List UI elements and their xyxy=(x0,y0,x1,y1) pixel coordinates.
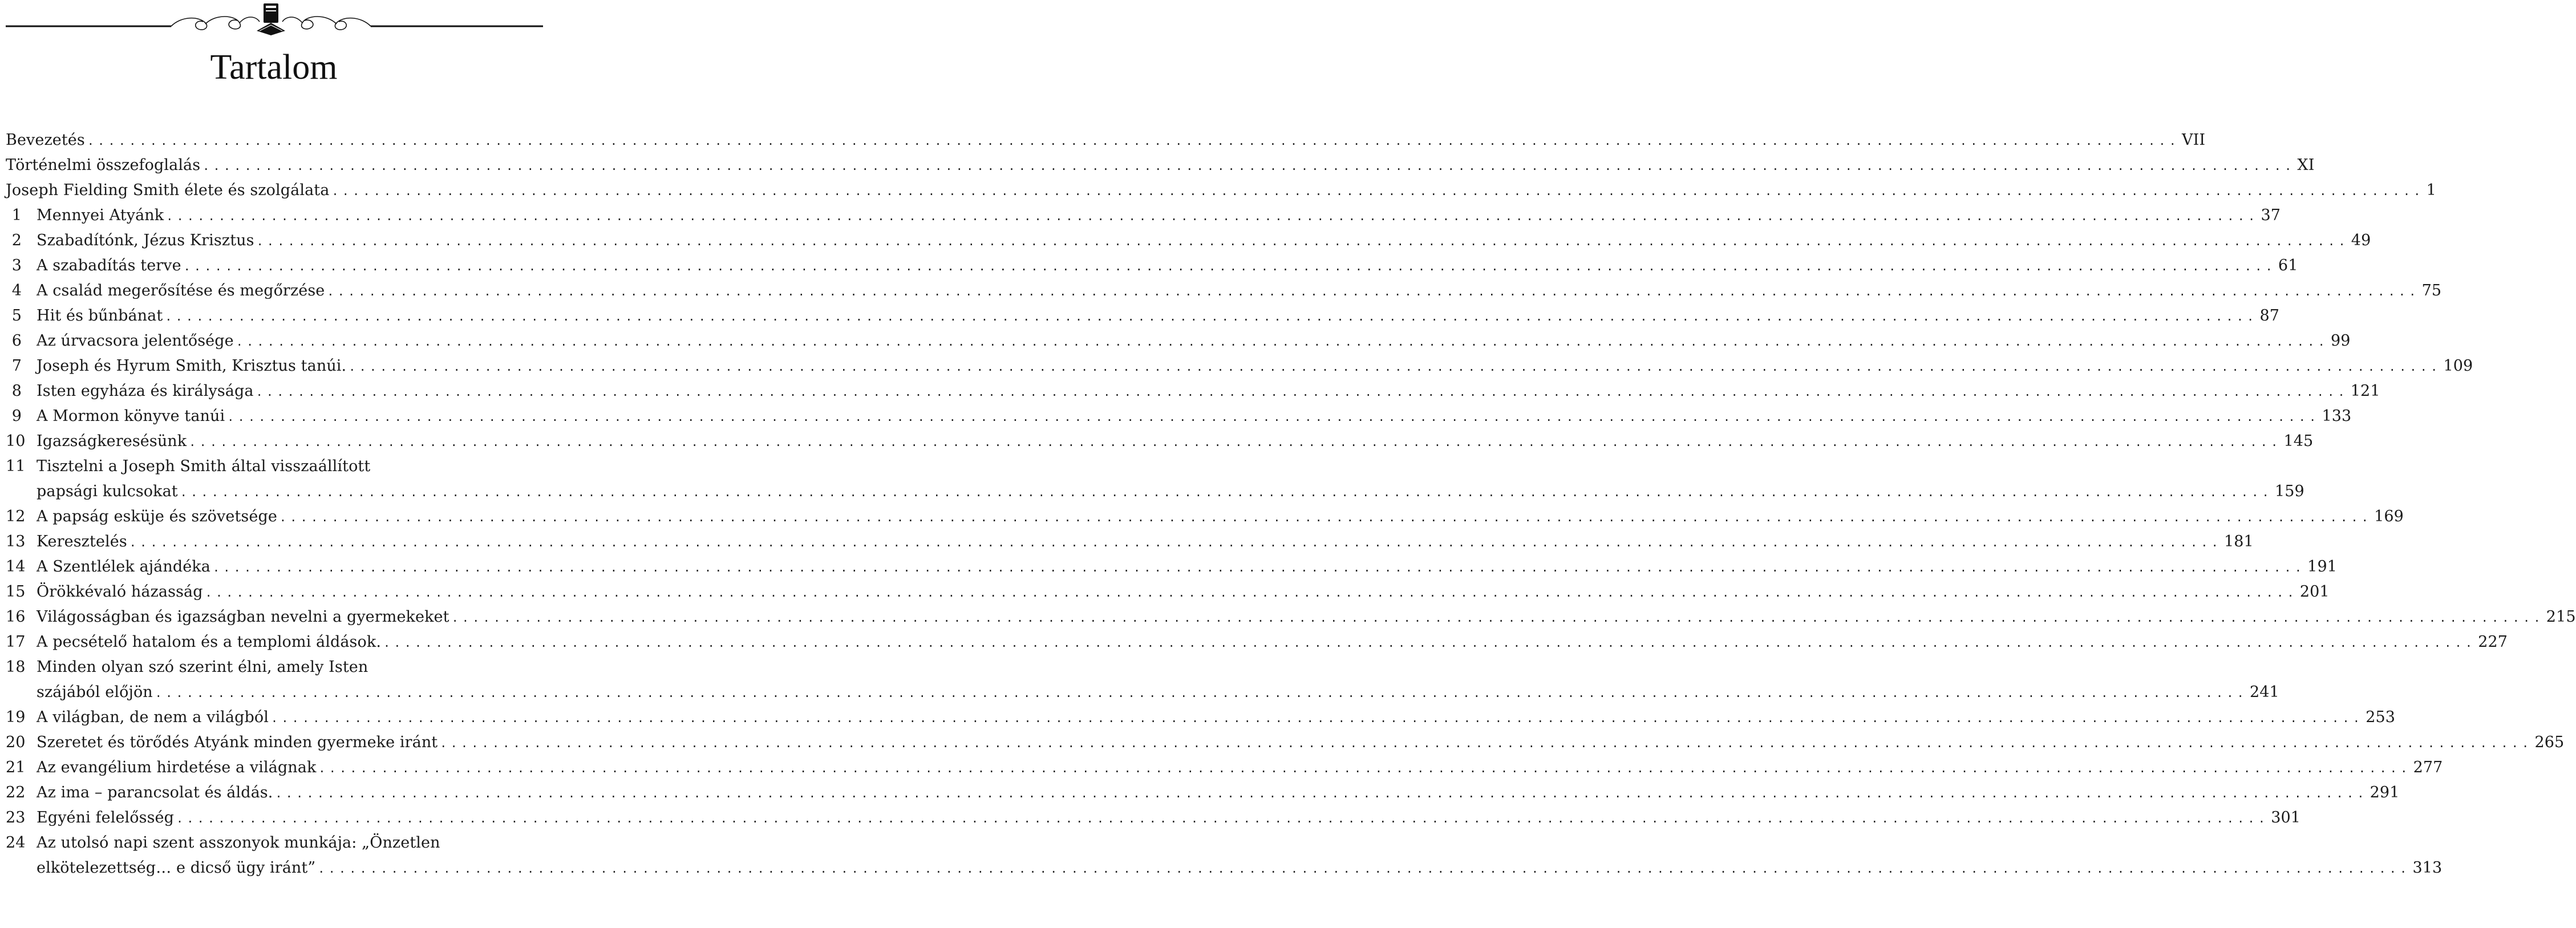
toc-entry-page: 253 xyxy=(2366,708,2396,726)
dot-leader: ........................................................................................................................................................................................................ xyxy=(155,686,2247,700)
dot-leader: ........................................................................................................................................................................................................ xyxy=(275,787,2368,800)
toc-entry-number: 2 xyxy=(11,232,22,249)
toc-entry-page: 301 xyxy=(2271,809,2301,826)
dot-leader: ........................................................................................................................................................................................................ xyxy=(349,360,2441,374)
dot-leader: ........................................................................................................................................................................................................ xyxy=(189,435,2282,449)
toc-entry-number: 23 xyxy=(6,809,26,826)
toc-entry xyxy=(6,124,2206,151)
toc-entry xyxy=(6,526,2254,552)
toc-entry-title: Az úrvacsora jelentősége xyxy=(37,332,234,350)
dot-leader: ........................................................................................................................................................................................................ xyxy=(236,335,2328,348)
toc-entry-number: 9 xyxy=(11,407,22,425)
toc-entry-page: 1 xyxy=(2426,181,2436,199)
toc-entry xyxy=(6,350,2473,376)
dot-leader: ........................................................................................................................................................................................................ xyxy=(183,260,2276,273)
toc-entry-page: 181 xyxy=(2224,533,2254,550)
toc-entry-title: Keresztelés xyxy=(37,533,127,550)
dot-leader: ........................................................................................................................................................................................................ xyxy=(202,159,2295,173)
dot-leader: ........................................................................................................................................................................................................ xyxy=(451,611,2544,625)
toc-entry-number: 11 xyxy=(6,457,26,475)
toc-entry-number: 15 xyxy=(6,583,26,601)
dot-leader: ........................................................................................................................................................................................................ xyxy=(331,184,2424,198)
toc-entry-title: A papság esküje és szövetsége xyxy=(37,508,277,525)
dot-leader: ........................................................................................................................................................................................................ xyxy=(318,761,2411,775)
toc-entry-title: Szeretet és törődés Atyánk minden gyermeke iránt xyxy=(37,734,438,751)
toc-entry-page: 227 xyxy=(2478,633,2508,651)
dot-leader: ........................................................................................................................................................................................................ xyxy=(165,310,2258,323)
toc-entry-number: 7 xyxy=(11,357,22,375)
dot-leader: ........................................................................................................................................................................................................ xyxy=(212,561,2306,574)
toc-entry-page: 145 xyxy=(2283,432,2314,450)
toc-entry-title: Joseph és Hyrum Smith, Krisztus tanúi. xyxy=(37,357,347,375)
dot-leader: ........................................................................................................................................................................................................ xyxy=(166,209,2259,223)
toc-entry-title: Joseph Fielding Smith élete és szolgálata xyxy=(6,181,330,199)
toc-entry-number: 22 xyxy=(6,784,26,801)
toc-entry xyxy=(6,651,528,678)
toc-entry-number: 14 xyxy=(6,558,26,576)
toc-entry-title: Igazságkeresésünk xyxy=(37,432,187,450)
dot-leader: ........................................................................................................................................................................................................ xyxy=(176,812,2269,825)
toc-entry-title: Az ima – parancsolat és áldás. xyxy=(37,784,273,801)
toc-entry-title: A szabadítás terve xyxy=(37,257,181,274)
toc-entry-title: A család megerősítése és megőrzése xyxy=(37,282,325,299)
toc-entry-number: 18 xyxy=(6,658,26,676)
dot-leader: ........................................................................................................................................................................................................ xyxy=(318,862,2411,876)
toc-entry-number: 10 xyxy=(6,432,26,450)
toc-entry-title: Mennyei Atyánk xyxy=(37,206,164,224)
toc-entry xyxy=(6,752,2443,778)
toc-entry-title: Örökkévaló házasság xyxy=(37,583,203,601)
toc-entry-title: Minden olyan szó szerint élni, amely Isten xyxy=(37,658,368,676)
toc-entry xyxy=(6,250,2298,276)
toc-entry-title: Bevezetés xyxy=(6,131,85,149)
toc-entry-page: 201 xyxy=(2299,583,2330,601)
toc-entry-title: Tisztelni a Joseph Smith által visszaállított xyxy=(37,457,371,475)
dot-leader: ........................................................................................................................................................................................................ xyxy=(327,285,2420,298)
dot-leader: ........................................................................................................................................................................................................ xyxy=(440,736,2533,750)
toc-entry-title: Az utolsó napi szent asszonyok munkája: „Önzetlen xyxy=(37,834,440,852)
toc-entry-page: 109 xyxy=(2443,357,2473,375)
toc-entry-page: 49 xyxy=(2351,232,2371,249)
toc-entry-number: 4 xyxy=(11,282,22,299)
toc-entry-page: 99 xyxy=(2330,332,2351,350)
toc-entry-number: 21 xyxy=(6,759,26,776)
toc-entry-title-line2: papsági kulcsokat xyxy=(37,483,178,500)
toc-entry-title: Egyéni felelősség xyxy=(37,809,174,826)
header-ornament xyxy=(0,0,548,40)
toc-entry xyxy=(6,777,2400,803)
toc-entry xyxy=(6,400,2352,427)
toc-entry-title: Az evangélium hirdetése a világnak xyxy=(37,759,317,776)
toc-entry xyxy=(6,275,2442,301)
toc-entry-page: 133 xyxy=(2322,407,2352,425)
toc-entry-number: 13 xyxy=(6,533,26,550)
toc-entry xyxy=(6,325,2351,351)
toc-entry xyxy=(6,827,528,853)
toc-entry-title: A világban, de nem a világból xyxy=(37,708,269,726)
toc-entry-page: 159 xyxy=(2274,483,2304,500)
toc-entry xyxy=(6,175,2436,201)
toc-entry-number: 8 xyxy=(11,382,22,400)
toc-entry-number: 17 xyxy=(6,633,26,651)
toc-entry-number: 5 xyxy=(11,307,22,325)
dot-leader: ........................................................................................................................................................................................................ xyxy=(180,485,2273,499)
toc-entry-continuation xyxy=(6,676,2279,703)
dot-leader: ........................................................................................................................................................................................................ xyxy=(279,510,2372,524)
toc-entry-title: Isten egyháza és királysága xyxy=(37,382,254,400)
dot-leader: ........................................................................................................................................................................................................ xyxy=(227,410,2320,424)
toc-entry xyxy=(6,149,2315,176)
dot-leader: ........................................................................................................................................................................................................ xyxy=(205,586,2298,599)
toc-entry xyxy=(6,501,2404,527)
toc-entry-page: 265 xyxy=(2534,734,2565,751)
toc-entry-page: 277 xyxy=(2413,759,2443,776)
toc-entry-page: 75 xyxy=(2421,282,2442,299)
toc-entry xyxy=(6,802,2301,828)
toc-entry-continuation xyxy=(6,476,2304,502)
toc-entry xyxy=(6,425,2314,452)
dot-leader: ........................................................................................................................................................................................................ xyxy=(383,636,2476,650)
toc-entry xyxy=(6,626,2508,653)
dot-leader: ........................................................................................................................................................................................................ xyxy=(256,385,2348,399)
toc-entry-title: Hit és bűnbánat xyxy=(37,307,163,325)
dot-leader: ........................................................................................................................................................................................................ xyxy=(87,134,2180,148)
toc-entry-title: A Szentlélek ajándéka xyxy=(37,558,210,576)
toc-entry-number: 24 xyxy=(6,834,26,852)
toc-entry-page: XI xyxy=(2297,156,2315,174)
toc-entry xyxy=(6,200,2281,226)
toc-entry xyxy=(6,551,2338,577)
toc-entry-page: 241 xyxy=(2250,683,2279,701)
toc-entry-number: 16 xyxy=(6,608,26,626)
toc-entry xyxy=(6,727,2565,753)
toc-entry-title: A Mormon könyve tanúi xyxy=(37,407,225,425)
toc-entry-number: 1 xyxy=(11,206,22,224)
toc-entry-page: 169 xyxy=(2374,508,2404,525)
toc-entry-number: 3 xyxy=(11,257,22,274)
toc-entry-title: A pecsételő hatalom és a templomi áldások. xyxy=(37,633,382,651)
toc-entry-page: 37 xyxy=(2261,206,2281,224)
toc-entry-number: 6 xyxy=(11,332,22,350)
toc-entry-title-line2: elkötelezettség… e dicső ügy iránt” xyxy=(37,859,316,877)
toc-entry-continuation xyxy=(6,852,2443,878)
toc-entry xyxy=(6,375,2380,402)
toc-entry-page: 215 xyxy=(2546,608,2576,626)
toc-entry-title-line2: szájából előjön xyxy=(37,683,153,701)
toc-entry xyxy=(6,702,2396,728)
toc-entry-page: 121 xyxy=(2350,382,2380,400)
toc-entry xyxy=(6,601,2576,627)
toc-entry-page: 291 xyxy=(2370,784,2400,801)
toc-entry-number: 19 xyxy=(6,708,26,726)
toc-entry-title: Történelmi összefoglalás xyxy=(6,156,201,174)
toc-entry-page: 61 xyxy=(2278,257,2298,274)
toc-entry-title: Világosságban és igazságban nevelni a gyermekeket xyxy=(37,608,449,626)
toc-entry-page: 191 xyxy=(2307,558,2338,576)
page-title: Tartalom xyxy=(210,48,338,87)
toc-entry xyxy=(6,451,528,477)
toc-entry-number: 20 xyxy=(6,734,26,751)
dot-leader: ........................................................................................................................................................................................................ xyxy=(256,234,2349,248)
toc-entry xyxy=(6,576,2330,602)
toc-entry-page: VII xyxy=(2182,131,2206,149)
toc-entry-title: Szabadítónk, Jézus Krisztus xyxy=(37,232,254,249)
toc-entry-page: 313 xyxy=(2412,859,2443,877)
toc-entry-page: 87 xyxy=(2259,307,2280,325)
book-icon xyxy=(257,3,285,35)
toc-entry xyxy=(6,300,2280,326)
toc-entry-number: 12 xyxy=(6,508,26,525)
dot-leader: ........................................................................................................................................................................................................ xyxy=(270,711,2364,725)
dot-leader: ........................................................................................................................................................................................................ xyxy=(129,536,2222,549)
toc-entry xyxy=(6,225,2371,251)
